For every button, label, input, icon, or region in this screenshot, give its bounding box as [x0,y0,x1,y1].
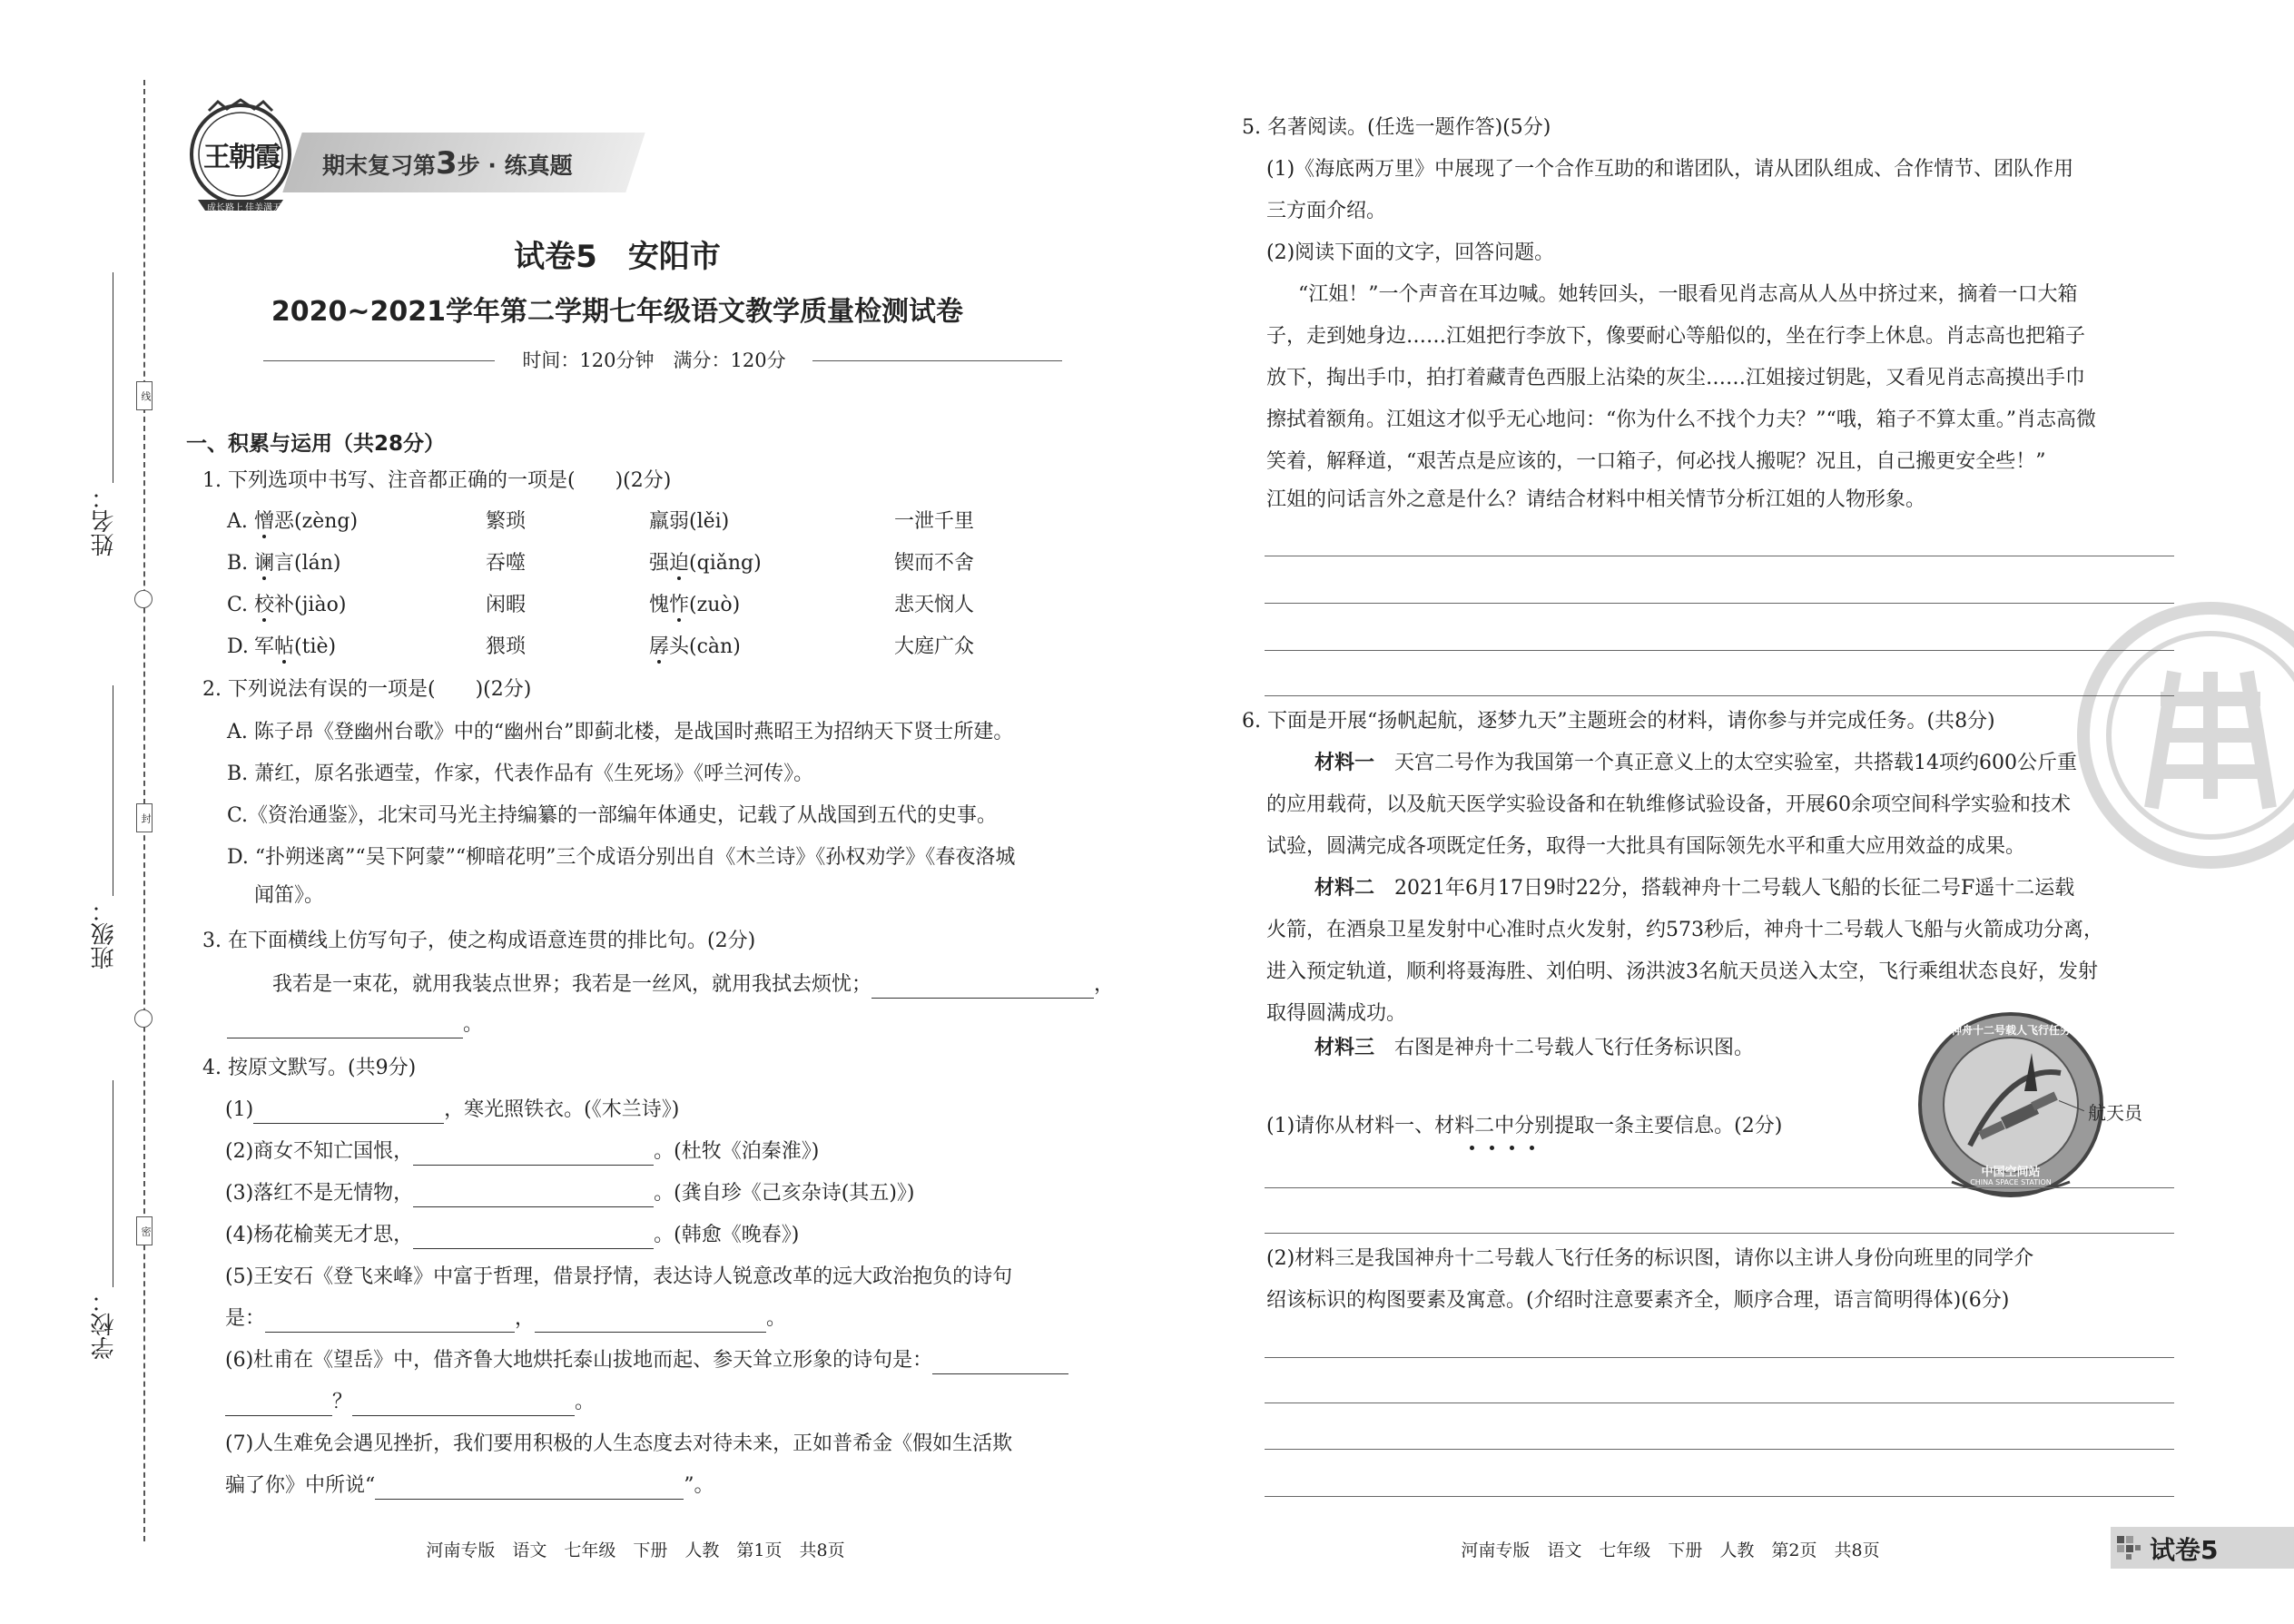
q4-item5-pre: 是： [225,1307,266,1330]
q2-option-d-cont: 闻笛》。 [254,884,325,907]
logo-motto-right: 佳美满天 [245,203,281,213]
tab-label: 试卷5 [2150,1535,2219,1565]
banner-suffix: 步 · 练真题 [457,153,573,179]
q6-sub1 [1266,1113,1782,1140]
banner-prefix: 期末复习第 [322,153,437,179]
q3-answer-blank-2[interactable] [227,1014,463,1038]
q2-option-a: A. 陈子昂《登幽州台歌》中的“幽州台”即蓟北楼，是战国时燕昭王为招纳天下贤士所建。 [227,721,1014,743]
q4-item-post: ，寒光照铁衣。(《木兰诗》) [444,1098,680,1121]
q3-text: 我若是一束花，就用我装点世界；我若是一丝风，就用我拭去烦忧； [272,973,872,996]
q4-blank-7[interactable] [375,1475,684,1500]
q4-blank-2[interactable] [413,1141,654,1166]
q1-item: 闲暇 [486,594,527,616]
q6-sub2-line1: (2)材料三是我国神舟十二号载人飞行任务的标识图，请你以主讲人身份向班里的同学介 [1266,1247,2034,1270]
material2-text: 2021年6月17日9时22分，搭载神舟十二号载人飞船的长征二号F遥十二运载 [1394,877,2075,900]
q4-item5-sep: ， [515,1307,536,1330]
q6-sub2-line2: 绍该标识的构图要素及寓意。(介绍时注意要素齐全，顺序合理，语言简明得体)(6分) [1266,1289,2010,1312]
q5-passage-3: 放下，掏出手巾，拍打着藏青色西服上沾染的灰尘……江姐接过钥匙，又看见肖志高摸出手巾 [1266,367,2086,389]
q4-blank-3[interactable] [413,1183,654,1207]
q6-material3 [1314,1035,1754,1062]
q6-material2-line3: 进入预定轨道，顺利将聂海胜、刘伯明、汤洪波3名航天员送入太空，飞行乘组状态良好，发射 [1266,960,2099,983]
q4-item-7-line1: (7)人生难免会遇见挫折，我们要用积极的人生态度去对待未来，正如普希金《假如生活欺 [225,1432,1013,1455]
footer-left: 河南专版 语文 七年级 下册 人教 第1页 共8页 [426,1540,845,1560]
section-heading: 一、积累与运用（共28分） [186,432,446,456]
q4-item-5-line1: (5)王安石《登飞来峰》中富于哲理，借景抒情，表达诗人锐意改革的远大政治抱负的诗句 [225,1265,1013,1288]
q1-item: 谰言(lán) [254,552,341,575]
binding-circle-1 [134,590,153,608]
emphasis-dot [1490,1146,1494,1150]
q1-item: 军帖(tiè) [254,635,337,658]
q5-part2-stem: (2)阅读下面的文字，回答问题。 [1266,241,1555,264]
exam-subtitle: 2020~2021学年第二学期七年级语文教学质量检测试卷 [271,296,964,328]
q6-material2-line2: 火箭，在酒泉卫星发射中心准时点火发射，约573秒后，神舟十二号载人飞船与火箭成功分离， [1266,919,2103,941]
emphasis-dot [1530,1146,1534,1150]
logo-name: 王朝霞 [203,142,280,173]
exam-info: 时间：120分钟 满分：120分 [522,349,786,371]
q4-item6-q: ？ [332,1391,353,1413]
q5-passage-4: 擦拭着额角。江姐这才似乎无心地问：“你为什么不找个力夫？”“哦，箱子不算太重。”肖志高微 [1266,408,2096,431]
q1-item: 强迫(qiǎng) [649,552,762,575]
logo-motto-left: 成长路上 [207,203,243,213]
q1-row-b [227,550,975,577]
q4-blank-1[interactable] [253,1099,444,1124]
q4-item-1 [225,1097,679,1124]
q5-passage-1: “江姐！”一个声音在耳边喊。她转回头，一眼看见肖志高从人丛中挤过来，摘着一口大箱 [1298,283,2078,306]
info-rule-right [812,360,1062,361]
q1-row-c [227,592,975,619]
tab-pattern-icon [2115,1534,2142,1561]
q1-row-label: A. [227,510,248,533]
q6-stem: 6. 下面是开展“扬帆起航，逐梦九天”主题班会的材料，请你参与并完成任务。(共8分) [1242,710,1995,733]
q4-blank-5a[interactable] [265,1308,515,1333]
q1-item: 吞噬 [486,552,527,575]
q5-answer-line-3[interactable] [1265,650,2174,651]
q3-stem: 3. 在下面横线上仿写句子，使之构成语意连贯的排比句。(2分) [202,930,756,952]
banner-step: 3 [436,145,458,182]
logo-badge [182,98,300,216]
q4-blank-4[interactable] [413,1225,654,1249]
q6-answer-line-2[interactable] [1265,1233,2174,1234]
class-label: 班级： [91,899,118,969]
q4-item6-text: (6)杜甫在《望岳》中，借齐鲁大地烘托泰山拔地而起、参天耸立形象的诗句是： [225,1349,933,1372]
emblem-bottom-text: 中国空间站 [1981,1166,2041,1179]
q6-answer-line-5[interactable] [1265,1449,2174,1450]
side-mark-mi: 密 [136,1216,153,1245]
q5-passage-2: 子，走到她身边……江姐把行李放下，像要耐心等船似的，坐在行李上休息。肖志高也把箱子 [1266,325,2086,348]
q3-comma: ， [1094,973,1115,996]
q6-material2-line4: 取得圆满成功。 [1266,1002,1407,1025]
mission-emblem [1915,1009,2106,1200]
q4-blank-6a[interactable] [932,1350,1068,1374]
q6-sub1-text: (1)请你从材料一、材料二中分别提取一条主要信息。(2分) [1266,1115,1783,1137]
material3-label: 材料三 [1314,1037,1375,1059]
q1-item: 校补(jiào) [254,594,347,616]
material1-text: 天宫二号作为我国第一个真正意义上的太空实验室，共搭载14项约600公斤重 [1394,752,2078,774]
q3-line1 [272,971,1114,999]
binding-circle-2 [134,1009,153,1028]
school-label: 学校： [91,1289,118,1360]
q6-material1-line2: 的应用载荷，以及航天医学实验设备和在轨维修试验设备，开展60余项空间科学实验和技术 [1266,793,2071,816]
q4-item-pre: (3)落红不是无情物， [225,1182,414,1205]
q4-item-pre: (2)商女不知亡国恨， [225,1140,414,1163]
q6-answer-line-3[interactable] [1265,1357,2174,1358]
q4-item-6-line2 [225,1389,595,1416]
q4-item-post: 。(龚自珍《己亥杂诗(其五)》) [654,1182,915,1205]
q1-item: 憎恶(zèng) [254,510,359,533]
emblem-en-text: CHINA SPACE STATION [1970,1178,2052,1186]
q5-answer-line-4[interactable] [1265,695,2174,696]
q2-stem: 2. 下列说法有误的一项是( )(2分) [202,678,532,701]
q4-item-5-line2 [225,1305,786,1333]
q1-item: 繁琐 [486,510,527,533]
emblem-caption: 航天员 [2088,1102,2142,1124]
emphasis-dot [1510,1146,1514,1150]
q5-part1-line1: (1)《海底两万里》中展现了一个合作互助的和谐团队，请从团队组成、合作情节、团队作用 [1266,158,2074,181]
q4-item-3 [225,1180,915,1207]
q2-option-c: C.《资治通鉴》，北宋司马光主持编纂的一部编年体通史，记载了从战国到五代的史事。 [227,804,998,827]
q3-line2 [227,1011,483,1038]
q1-item: 愧怍(zuò) [649,594,741,616]
q1-item: 锲而不舍 [894,552,975,575]
q5-answer-line-2[interactable] [1265,603,2174,604]
q4-item6-end: 。 [575,1391,596,1413]
q4-item-pre: (1) [225,1098,254,1121]
q4-item5-end: 。 [766,1307,787,1330]
q4-item-pre: (4)杨花榆荚无才思， [225,1224,414,1246]
q5-part1-line2: 三方面介绍。 [1266,200,1387,222]
name-label: 姓名： [91,486,118,556]
q3-answer-blank-1[interactable] [871,974,1094,999]
q4-item7-end: ”。 [684,1474,714,1497]
material2-label: 材料二 [1314,877,1375,900]
material1-label: 材料一 [1314,752,1375,774]
q5-stem: 5. 名著阅读。(任选一题作答)(5分) [1242,116,1551,139]
q4-item7-pre: 骗了你》中所说“ [225,1474,376,1497]
q4-item-6-line1 [225,1347,1068,1374]
q6-answer-line-6[interactable] [1265,1496,2174,1497]
q4-item-2 [225,1138,819,1166]
q1-row-label: C. [227,594,249,616]
q3-period: 。 [463,1013,484,1036]
q1-item: 一泄千里 [894,510,975,533]
q5-question: 江姐的问话言外之意是什么？请结合材料中相关情节分析江姐的人物形象。 [1266,488,1926,511]
q1-item: 孱头(càn) [649,635,741,658]
q1-row-label: D. [227,635,249,658]
q4-item-4 [225,1222,799,1249]
q1-row-a [227,508,975,536]
q1-row-d [227,634,975,661]
q6-answer-line-1[interactable] [1265,1187,2174,1188]
q4-item-post: 。(杜牧《泊秦淮》) [654,1140,820,1163]
emphasis-dot [1470,1146,1474,1150]
emblem-top-text: 神舟十二号载人飞行任务 [1950,1024,2071,1037]
q1-item: 羸弱(lěi) [649,510,730,533]
q1-row-label: B. [227,552,249,575]
q6-material2-line1 [1314,875,2074,902]
banner-text [322,145,573,182]
q4-item-7-line2 [225,1472,714,1500]
exam-title: 试卷5 安阳市 [514,239,721,275]
q4-stem: 4. 按原文默写。(共9分) [202,1057,417,1079]
q2-option-d: D. “扑朔迷离”“吴下阿蒙”“柳暗花明”三个成语分别出自《木兰诗》《孙权劝学》《春夜洛城 [227,846,1016,869]
q2-option-b: B. 萧红，原名张迺莹，作家，代表作品有《生死场》《呼兰河传》。 [227,763,814,785]
q6-material1-line3: 试验，圆满完成各项既定任务，取得一大批具有国际领先水平和重大应用效益的成果。 [1266,835,2026,858]
q4-blank-5b[interactable] [535,1308,766,1333]
q1-item: 大庭广众 [894,635,975,658]
footer-right: 河南专版 语文 七年级 下册 人教 第2页 共8页 [1461,1540,1880,1560]
q4-blank-6b[interactable] [225,1392,332,1416]
q6-material1-line1 [1314,750,2077,777]
q1-stem: 1. 下列选项中书写、注音都正确的一项是( )(2分) [202,469,672,492]
watermark-seal-icon [2074,599,2294,871]
side-mark-xian: 线 [136,381,153,410]
info-rule-left [263,360,495,361]
q4-item-post: 。(韩愈《晚春》) [654,1224,800,1246]
q1-item: 猥琐 [486,635,527,658]
q4-blank-6c[interactable] [352,1392,575,1416]
q1-item: 悲天悯人 [894,594,975,616]
material3-text: 右图是神舟十二号载人飞行任务标识图。 [1394,1037,1755,1059]
side-mark-feng: 封 [136,803,153,832]
q5-passage-5: 笑着，解释道，“艰苦点是应该的，一口箱子，何必找人搬呢？况且，自己搬更安全些！” [1266,450,2046,473]
